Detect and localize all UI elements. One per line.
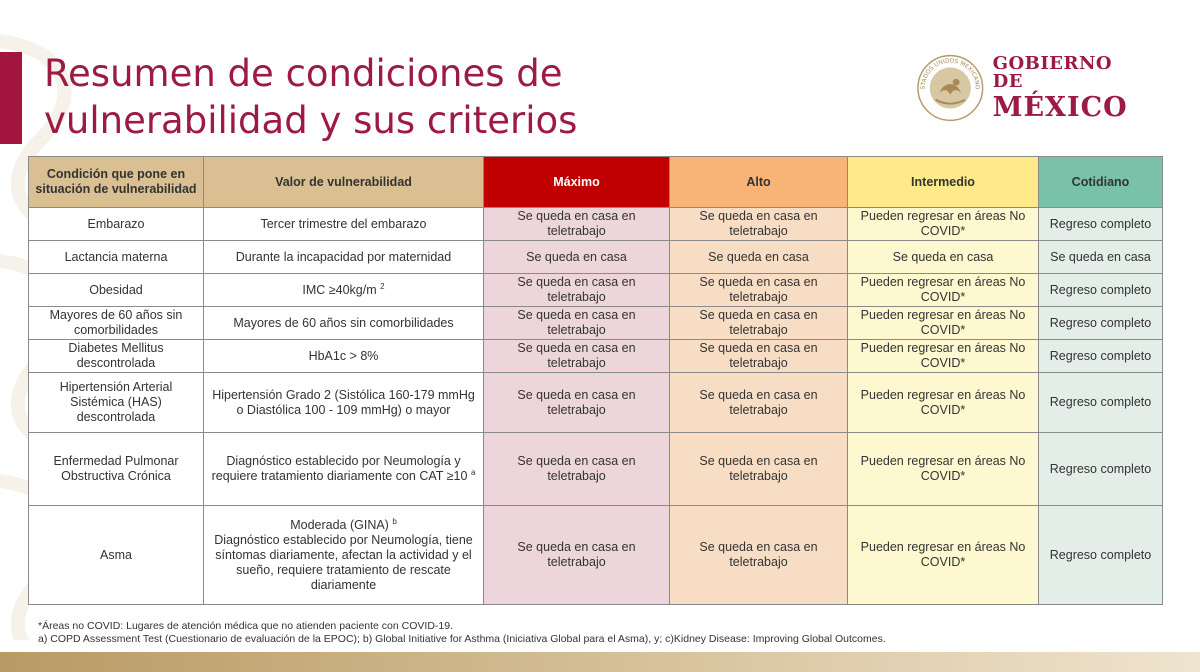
cell-alto: Se queda en casa en teletrabajo [670, 433, 848, 506]
page-title-line2: vulnerabilidad y sus criterios [44, 99, 578, 142]
gobierno-de-mexico-logo [916, 52, 1146, 124]
table-row [29, 373, 1163, 433]
cell-condition: Mayores de 60 años sin comorbilidades [29, 307, 204, 340]
table-row [29, 307, 1163, 340]
seal-text: STADOS UNIDOS MEXICANO [920, 58, 980, 90]
table-body [29, 208, 1163, 605]
header-intermedio: Intermedio [848, 157, 1039, 208]
cell-alto: Se queda en casa en teletrabajo [670, 307, 848, 340]
table-row [29, 340, 1163, 373]
cell-alto: Se queda en casa en teletrabajo [670, 506, 848, 605]
cell-alto: Se queda en casa en teletrabajo [670, 274, 848, 307]
value-detail: Diagnóstico establecido por Neumología, tiene síntomas diariamente, afectan la actividad y el sueño, requiere tratamiento de rescate diariamente [214, 532, 473, 592]
cell-value [204, 208, 484, 241]
cell-value [204, 307, 484, 340]
value-superscript: 2 [380, 281, 385, 291]
table-row [29, 506, 1163, 605]
cell-cotidiano: Regreso completo [1039, 373, 1163, 433]
cell-intermedio: Pueden regresar en áreas No COVID* [848, 506, 1039, 605]
cell-alto: Se queda en casa en teletrabajo [670, 208, 848, 241]
cell-alto: Se queda en casa en teletrabajo [670, 340, 848, 373]
value-text: HbA1c > 8% [308, 348, 379, 363]
header-maximo: Máximo [484, 157, 670, 208]
cell-maximo: Se queda en casa en teletrabajo [484, 433, 670, 506]
header-value: Valor de vulnerabilidad [204, 157, 484, 208]
cell-maximo: Se queda en casa en teletrabajo [484, 307, 670, 340]
cell-cotidiano: Regreso completo [1039, 433, 1163, 506]
cell-cotidiano: Se queda en casa [1039, 241, 1163, 274]
header-cotidiano: Cotidiano [1039, 157, 1163, 208]
footnote-line2: a) COPD Assessment Test (Cuestionario de evaluación de la EPOC); b) Global Initiative for Asthma (Iniciativa Global para el Asma), y; c)Kidney Disease: Improving Global Outcomes. [38, 633, 886, 645]
cell-value [204, 373, 484, 433]
cell-condition: Asma [29, 506, 204, 605]
cell-maximo: Se queda en casa [484, 241, 670, 274]
cell-intermedio: Pueden regresar en áreas No COVID* [848, 433, 1039, 506]
cell-value [204, 433, 484, 506]
cell-intermedio: Se queda en casa [848, 241, 1039, 274]
cell-condition: Enfermedad Pulmonar Obstructiva Crónica [29, 433, 204, 506]
cell-cotidiano: Regreso completo [1039, 340, 1163, 373]
cell-maximo: Se queda en casa en teletrabajo [484, 506, 670, 605]
cell-value [204, 241, 484, 274]
value-text: Durante la incapacidad por maternidad [235, 249, 452, 264]
table-row [29, 274, 1163, 307]
cell-alto: Se queda en casa [670, 241, 848, 274]
cell-intermedio: Pueden regresar en áreas No COVID* [848, 340, 1039, 373]
cell-alto: Se queda en casa en teletrabajo [670, 373, 848, 433]
cell-condition: Hipertensión Arterial Sistémica (HAS) descontrolada [29, 373, 204, 433]
cell-value [204, 274, 484, 307]
cell-condition: Embarazo [29, 208, 204, 241]
bottom-decorative-bar [0, 652, 1200, 672]
cell-cotidiano: Regreso completo [1039, 208, 1163, 241]
header-alto: Alto [670, 157, 848, 208]
title-accent-bar [0, 52, 22, 144]
cell-intermedio: Pueden regresar en áreas No COVID* [848, 274, 1039, 307]
page-title-line1: Resumen de condiciones de [44, 52, 563, 95]
cell-value [204, 340, 484, 373]
national-seal-icon [916, 53, 985, 123]
table-row [29, 433, 1163, 506]
cell-maximo: Se queda en casa en teletrabajo [484, 208, 670, 241]
cell-intermedio: Pueden regresar en áreas No COVID* [848, 373, 1039, 433]
table-row [29, 208, 1163, 241]
page-title [44, 50, 577, 144]
cell-condition: Obesidad [29, 274, 204, 307]
value-text: Moderada (GINA) [290, 517, 389, 532]
table-row [29, 241, 1163, 274]
value-superscript: a [470, 467, 476, 477]
cell-condition: Lactancia materna [29, 241, 204, 274]
vulnerability-table [28, 156, 1163, 605]
value-text: Hipertensión Grado 2 (Sistólica 160-179 mmHg o Diastólica 100 - 109 mmHg) o mayor [212, 387, 475, 417]
value-text: Mayores de 60 años sin comorbilidades [233, 315, 454, 330]
cell-value [204, 506, 484, 605]
table-header-row [29, 157, 1163, 208]
logo-line1: GOBIERNO DE [992, 53, 1113, 92]
footnotes [38, 620, 886, 646]
footnote-line1: *Áreas no COVID: Lugares de atención médica que no atienden paciente con COVID-19. [38, 620, 454, 632]
cell-cotidiano: Regreso completo [1039, 274, 1163, 307]
logo-line2: MÉXICO [992, 92, 1128, 123]
cell-intermedio: Pueden regresar en áreas No COVID* [848, 307, 1039, 340]
cell-maximo: Se queda en casa en teletrabajo [484, 373, 670, 433]
cell-cotidiano: Regreso completo [1039, 506, 1163, 605]
value-text: IMC ≥40kg/m [302, 282, 377, 297]
cell-intermedio: Pueden regresar en áreas No COVID* [848, 208, 1039, 241]
cell-condition: Diabetes Mellitus descontrolada [29, 340, 204, 373]
value-text: Tercer trimestre del embarazo [260, 216, 427, 231]
header-condition: Condición que pone en situación de vulnerabilidad [29, 157, 204, 208]
cell-maximo: Se queda en casa en teletrabajo [484, 274, 670, 307]
value-text: Diagnóstico establecido por Neumología y requiere tratamiento diariamente con CAT ≥10 [211, 454, 468, 483]
cell-maximo: Se queda en casa en teletrabajo [484, 340, 670, 373]
value-superscript: b [392, 516, 397, 526]
cell-cotidiano: Regreso completo [1039, 307, 1163, 340]
